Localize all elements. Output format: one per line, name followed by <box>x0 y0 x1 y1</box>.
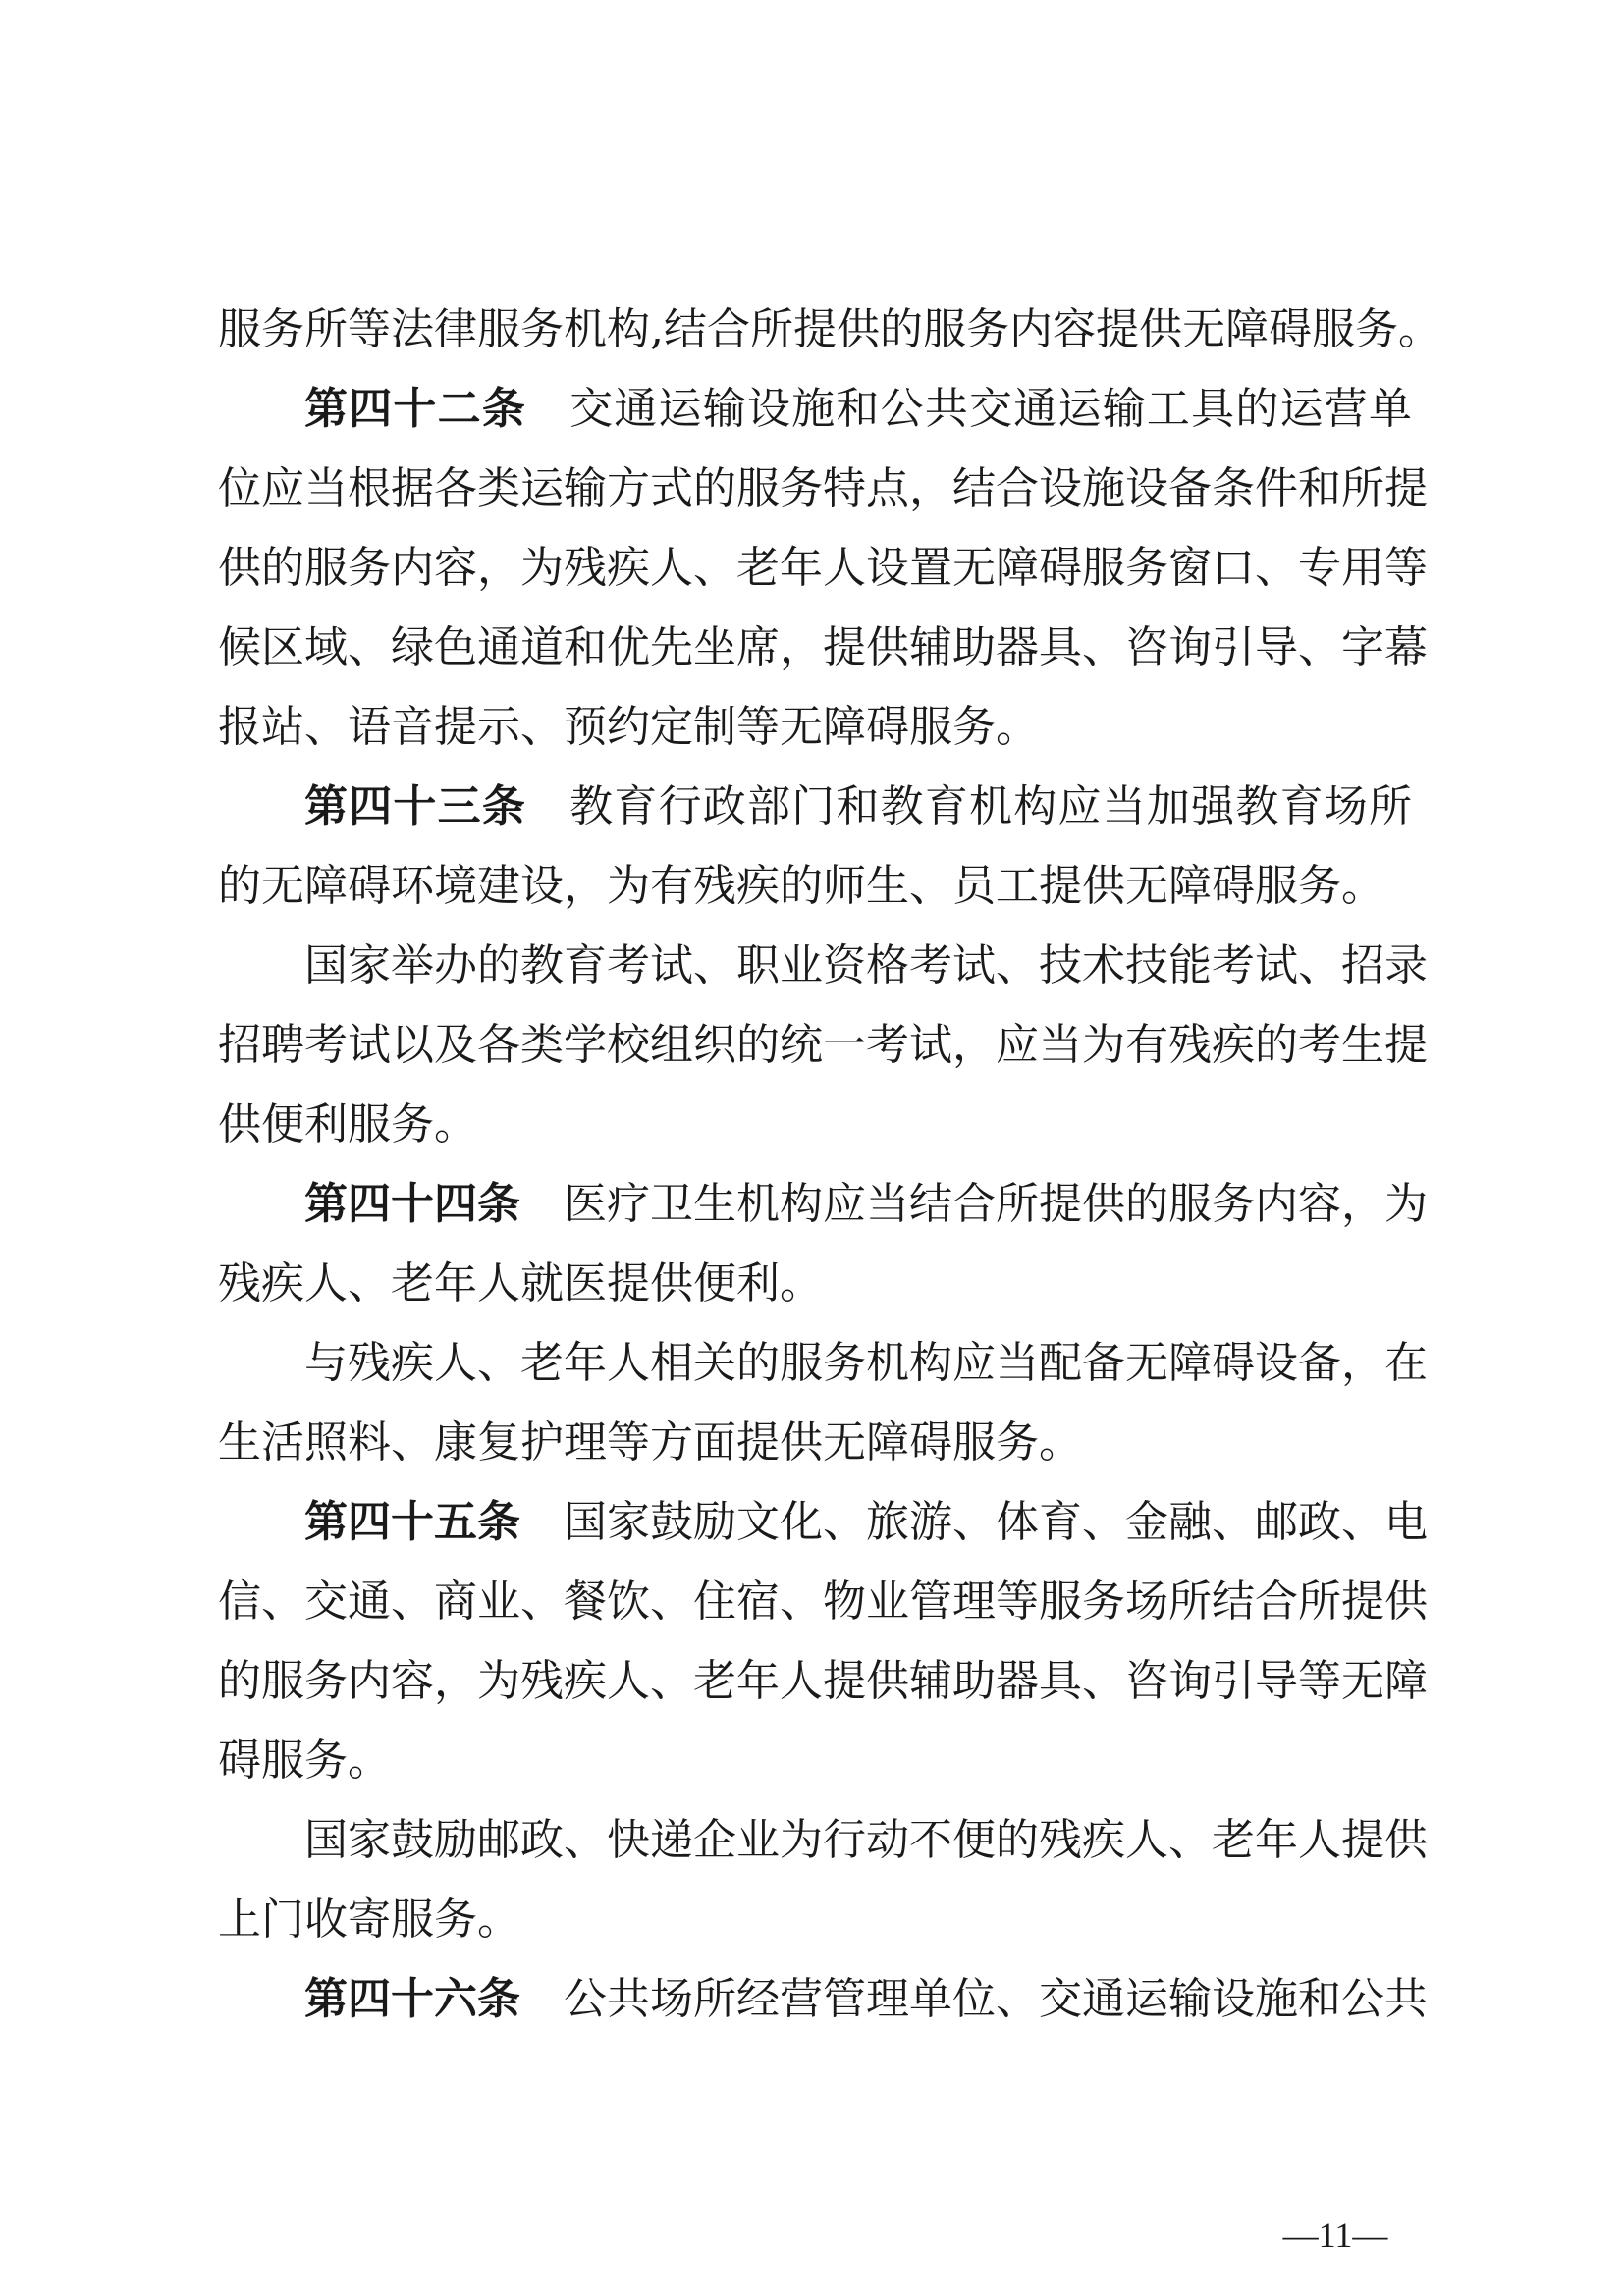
text-line <box>218 846 1412 926</box>
line-text: 位应当根据各类运输方式的服务特点，结合设施设备条件和所提 <box>218 463 1428 513</box>
line-text: 报站、语音提示、预约定制等无障碍服务。 <box>218 702 1039 752</box>
line-text: 生活照料、康复护理等方面提供无障碍服务。 <box>218 1417 1082 1468</box>
article-heading-line <box>218 369 1412 449</box>
line-text: 供便利服务。 <box>218 1099 477 1149</box>
text-line <box>218 528 1428 608</box>
line-text: 教育行政部门和教育机构应当加强教育场所 <box>569 781 1413 831</box>
text-line <box>218 1721 1412 1800</box>
line-text: 国家鼓励邮政、快递企业为行动不便的残疾人、老年人提供 <box>304 1815 1428 1865</box>
text-line <box>218 1562 1428 1641</box>
line-text: 供的服务内容，为残疾人、老年人设置无障碍服务窗口、专用等 <box>218 543 1428 593</box>
article-heading-line <box>218 1959 1428 2039</box>
line-text: 残疾人、老年人就医提供便利。 <box>218 1258 823 1308</box>
line-text: 医疗卫生机构应当结合所提供的服务内容，为 <box>564 1179 1428 1229</box>
article-label: 第四十五条 <box>304 1497 520 1547</box>
line-text: 碍服务。 <box>218 1735 391 1786</box>
article-label: 第四十三条 <box>304 781 527 831</box>
text-line <box>218 1403 1412 1482</box>
line-text: 国家鼓励文化、旅游、体育、金融、邮政、电 <box>564 1497 1428 1547</box>
text-line <box>218 1085 1412 1164</box>
page-number: —11— <box>1282 2216 1388 2255</box>
paragraph-first-line <box>218 926 1428 1005</box>
text-line <box>218 1880 1412 1959</box>
article-heading-line <box>218 767 1412 846</box>
line-text: 的无障碍环境建设，为有残疾的师生、员工提供无障碍服务。 <box>218 861 1384 911</box>
line-text: 国家举办的教育考试、职业资格考试、技术技能考试、招录 <box>304 940 1428 990</box>
line-text: 公共场所经营管理单位、交通运输设施和公共 <box>564 1974 1428 2024</box>
text-line <box>218 608 1428 687</box>
article-heading-line <box>218 1164 1428 1244</box>
text-line <box>218 449 1428 528</box>
article-label: 第四十二条 <box>304 384 527 434</box>
text-line <box>218 687 1412 767</box>
text-line <box>218 1641 1428 1721</box>
article-label: 第四十六条 <box>304 1974 520 2024</box>
line-text: 与残疾人、老年人相关的服务机构应当配备无障碍设备，在 <box>304 1338 1428 1388</box>
body-text <box>218 290 1441 2039</box>
line-text: 交通运输设施和公共交通运输工具的运营单 <box>569 384 1413 434</box>
paragraph-first-line <box>218 1323 1428 1403</box>
line-text: 信、交通、商业、餐饮、住宿、物业管理等服务场所结合所提供 <box>218 1576 1428 1627</box>
line-text: 的服务内容，为残疾人、老年人提供辅助器具、咨询引导等无障 <box>218 1656 1428 1706</box>
line-text: 服务所等法律服务机构,结合所提供的服务内容提供无障碍服务。 <box>218 304 1441 354</box>
text-line <box>218 1005 1428 1085</box>
line-text: 候区域、绿色通道和优先坐席，提供辅助器具、咨询引导、字幕 <box>218 622 1428 672</box>
paragraph-first-line <box>218 1800 1428 1880</box>
article-label: 第四十四条 <box>304 1179 520 1229</box>
line-text: 上门收寄服务。 <box>218 1895 520 1945</box>
text-line <box>218 1244 1412 1323</box>
article-heading-line <box>218 1482 1428 1562</box>
text-line <box>218 290 1441 369</box>
line-text: 招聘考试以及各类学校组织的统一考试，应当为有残疾的考生提 <box>218 1020 1428 1070</box>
